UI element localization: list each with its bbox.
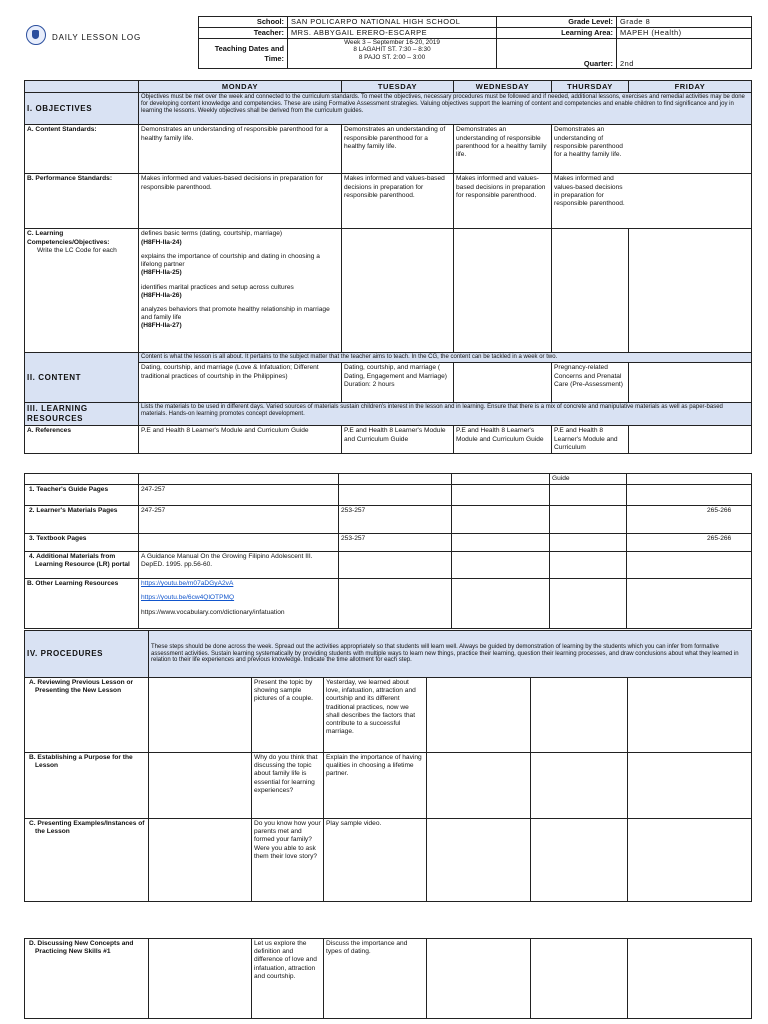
performance-standards-thu: Makes informed and values-based decisions in preparation for responsible parenthood. xyxy=(552,174,752,229)
day-wednesday: WEDNESDAY xyxy=(454,81,552,93)
dictionary-link: https://www.vocabulary.com/dictionary/infatuation xyxy=(141,608,285,616)
purpose-label: B. Establishing a Purpose for the Lesson xyxy=(25,753,149,819)
day-monday: MONDAY xyxy=(139,81,342,93)
review-day-1: Present the topic by showing sample pictures of a couple. xyxy=(252,678,324,753)
references-thu: P.E and Health 8 Learner's Module and Curriculum xyxy=(552,426,629,454)
dates-week: Week 3 – September 16-20, 2019 xyxy=(344,39,440,46)
discussion-label: D. Discussing New Concepts and Practicing New Skills #1 xyxy=(25,939,149,1019)
competency-1-code: (H8FH-IIa-24) xyxy=(141,238,182,246)
content-standards-wed: Demonstrates an understanding of responsible parenthood for a healthy family life. xyxy=(454,125,552,174)
competency-1: defines basic terms (dating, courtship, marriage) xyxy=(141,230,283,238)
lesson-table-1 xyxy=(24,80,752,454)
additional-materials-label: 4. Additional Materials from Learning Resource (LR) portal xyxy=(25,552,139,579)
objectives-heading: I. OBJECTIVES xyxy=(25,93,139,125)
performance-standards-tue: Makes informed and values-based decisions in preparation for responsible parenthood. xyxy=(342,174,454,229)
review-label: A. Reviewing Previous Lesson or Presenting the New Lesson xyxy=(25,678,149,753)
competency-2-code: (H8FH-IIa-25) xyxy=(141,269,182,277)
learners-materials-tue: 253-257 xyxy=(339,506,452,534)
video-link-2[interactable]: https://youtu.be/6cw4QlOTPMQ xyxy=(141,594,235,602)
teacher-label: Teacher: xyxy=(199,28,288,39)
procedures-table xyxy=(24,630,752,902)
header-table xyxy=(198,16,752,69)
performance-standards-wed: Makes informed and values-based decisions in preparation for responsible parenthood. xyxy=(454,174,552,229)
competency-3-code: (H8FH-IIa-26) xyxy=(141,291,182,299)
content-standards-label: A. Content Standards: xyxy=(25,125,139,174)
school-value: SAN POLICARPO NATIONAL HIGH SCHOOL xyxy=(288,17,497,28)
quarter-value: 2nd xyxy=(617,39,752,69)
discussion-day-1: Let us explore the definition and difference of love and infatuation, attraction and courtship. xyxy=(252,939,324,1019)
resources-heading: III. LEARNING RESOURCES xyxy=(25,403,139,426)
content-standards-thu: Demonstrates an understanding of responsible parenthood for a healthy family life. xyxy=(552,125,752,174)
dates-section-1: 8 LAGAHIT ST. 7:30 – 8:30 xyxy=(353,46,431,54)
textbook-pages-label: 3. Textbook Pages xyxy=(25,534,139,552)
discussion-day-2: Discuss the importance and types of dating. xyxy=(324,939,427,1019)
textbook-pages-fri: 265-266 xyxy=(627,534,752,552)
purpose-day-1: Why do you think that discussing the topic about family life is essential for learning experiences? xyxy=(252,753,324,819)
references-wed: P.E and Health 8 Learner's Module and Curriculum Guide xyxy=(454,426,552,454)
teacher-value: MRS. ABBYGAIL ERERO-ESCARPE xyxy=(288,28,497,39)
deped-seal-icon xyxy=(26,25,46,45)
additional-materials-mon: A Guidance Manual On the Growing Filipino Adolescent III. DepED. 1995. pp.56-60. xyxy=(139,552,339,579)
competencies-label: C. Learning Competencies/Objectives: xyxy=(27,230,110,246)
content-thu: Pregnancy-related Concerns and Prenatal Care (Pre-Assessment) xyxy=(552,363,629,403)
day-friday: FRIDAY xyxy=(629,81,752,93)
competencies-sublabel: Write the LC Code for each xyxy=(37,246,117,254)
procedures-note: These steps should be done across the week. Spread out the activities appropriately so that students will learn well. Always be guided by demonstration of learning by the students which you can infer from formative assessment activities. Sustain learning systematically by providing students with multiple ways to learn new things, practice their learning, question their learning processes, and draw conclusions about what they learned in relation to their life experiences and previous knowledge. Indicate the time allotment for each step. xyxy=(149,631,752,678)
purpose-day-2: Explain the importance of having qualities in choosing a lifetime partner. xyxy=(324,753,427,819)
area-label: Learning Area: xyxy=(497,28,617,39)
content-tue: Dating, courtship, and marriage ( Dating, Engagement and Marriage) Duration: 2 hours xyxy=(342,363,454,403)
quarter-label: Quarter: xyxy=(497,39,617,69)
examples-day-2: Play sample video. xyxy=(324,819,427,902)
examples-day-1: Do you know how your parents met and formed your family? Were you able to ask them their love story? xyxy=(252,819,324,902)
teachers-guide-mon: 247-257 xyxy=(139,485,339,506)
dates-label: Teaching Dates and Time: xyxy=(199,39,288,69)
content-heading: II. CONTENT xyxy=(25,353,139,403)
learners-materials-label: 2. Learner's Materials Pages xyxy=(25,506,139,534)
learners-materials-fri: 265-266 xyxy=(627,506,752,534)
competency-4: analyzes behaviors that promote healthy relationship in marriage and family life xyxy=(141,306,330,322)
grade-label: Grade Level: xyxy=(497,17,617,28)
content-standards-tue: Demonstrates an understanding of responsible parenthood for a healthy family life. xyxy=(342,125,454,174)
objectives-note: Objectives must be met over the week and connected to the curriculum standards. To meet the objectives, necessary procedures must be followed and if needed, additional lessons, exercises and remedial activities may be done for developing content knowledge and competencies. These are using Formative Assessment strategies. Valuing objectives support the learning of content and competencies and enable children to find significance and joy in learning the lessons. Weekly objectives shall be derived from the curriculum guides. xyxy=(139,93,752,125)
lesson-table-2 xyxy=(24,473,752,629)
other-resources-label: B. Other Learning Resources xyxy=(25,579,139,629)
competency-4-code: (H8FH-IIa-27) xyxy=(141,322,182,330)
day-thursday: THURSDAY xyxy=(552,81,629,93)
teachers-guide-label: 1. Teacher's Guide Pages xyxy=(25,485,139,506)
log-title: DAILY LESSON LOG xyxy=(52,33,141,42)
learners-materials-mon: 247-257 xyxy=(139,506,339,534)
content-note: Content is what the lesson is all about. It pertains to the subject matter that the teacher aims to teach. In the CG, the content can be tackled in a week or two. xyxy=(139,353,752,363)
review-day-2: Yesterday, we learned about love, infatuation, attraction and courtship and its different traditional practices, now we shall describes the factors that contribute to a successful marriage. xyxy=(324,678,427,753)
references-label: A. References xyxy=(25,426,139,454)
day-tuesday: TUESDAY xyxy=(342,81,454,93)
dates-section-2: 8 PAJO ST. 2:00 – 3:00 xyxy=(358,53,426,61)
content-standards-mon: Demonstrates an understanding of responsible parenthood for a healthy family life. xyxy=(139,125,342,174)
area-value: MAPEH (Health) xyxy=(617,28,752,39)
content-mon: Dating, courtship, and marriage (Love & Infatuation; Different traditional practices of courtship in the Philippines) xyxy=(139,363,342,403)
grade-value: Grade 8 xyxy=(617,17,752,28)
textbook-pages-tue: 253-257 xyxy=(339,534,452,552)
competency-2: explains the importance of courtship and dating in choosing a lifelong partner xyxy=(141,252,320,269)
procedures-table-continued xyxy=(24,938,752,1019)
references-tue: P.E and Health 8 Learner's Module and Curriculum Guide xyxy=(342,426,454,454)
references-thu-continued: Guide xyxy=(550,474,627,485)
examples-label: C. Presenting Examples/Instances of the Lesson xyxy=(25,819,149,902)
competency-3: identifies marital practices and setup across cultures xyxy=(141,283,294,291)
references-mon: P.E and Health 8 Learner's Module and Curriculum Guide xyxy=(139,426,342,454)
resources-note: Lists the materials to be used in different days. Varied sources of materials sustain children's interest in the lesson and in learning. Ensure that there is a mix of concrete and manipulative materials as well as paper-based materials. Hands-on learning promotes concept development. xyxy=(139,403,752,426)
school-label: School: xyxy=(199,17,288,28)
video-link-1[interactable]: https://youtu.be/m07aDGyA2vA xyxy=(141,580,234,588)
performance-standards-mon: Makes informed and values-based decisions in preparation for responsible parenthood. xyxy=(139,174,342,229)
performance-standards-label: B. Performance Standards: xyxy=(25,174,139,229)
procedures-heading: IV. PROCEDURES xyxy=(25,631,149,678)
